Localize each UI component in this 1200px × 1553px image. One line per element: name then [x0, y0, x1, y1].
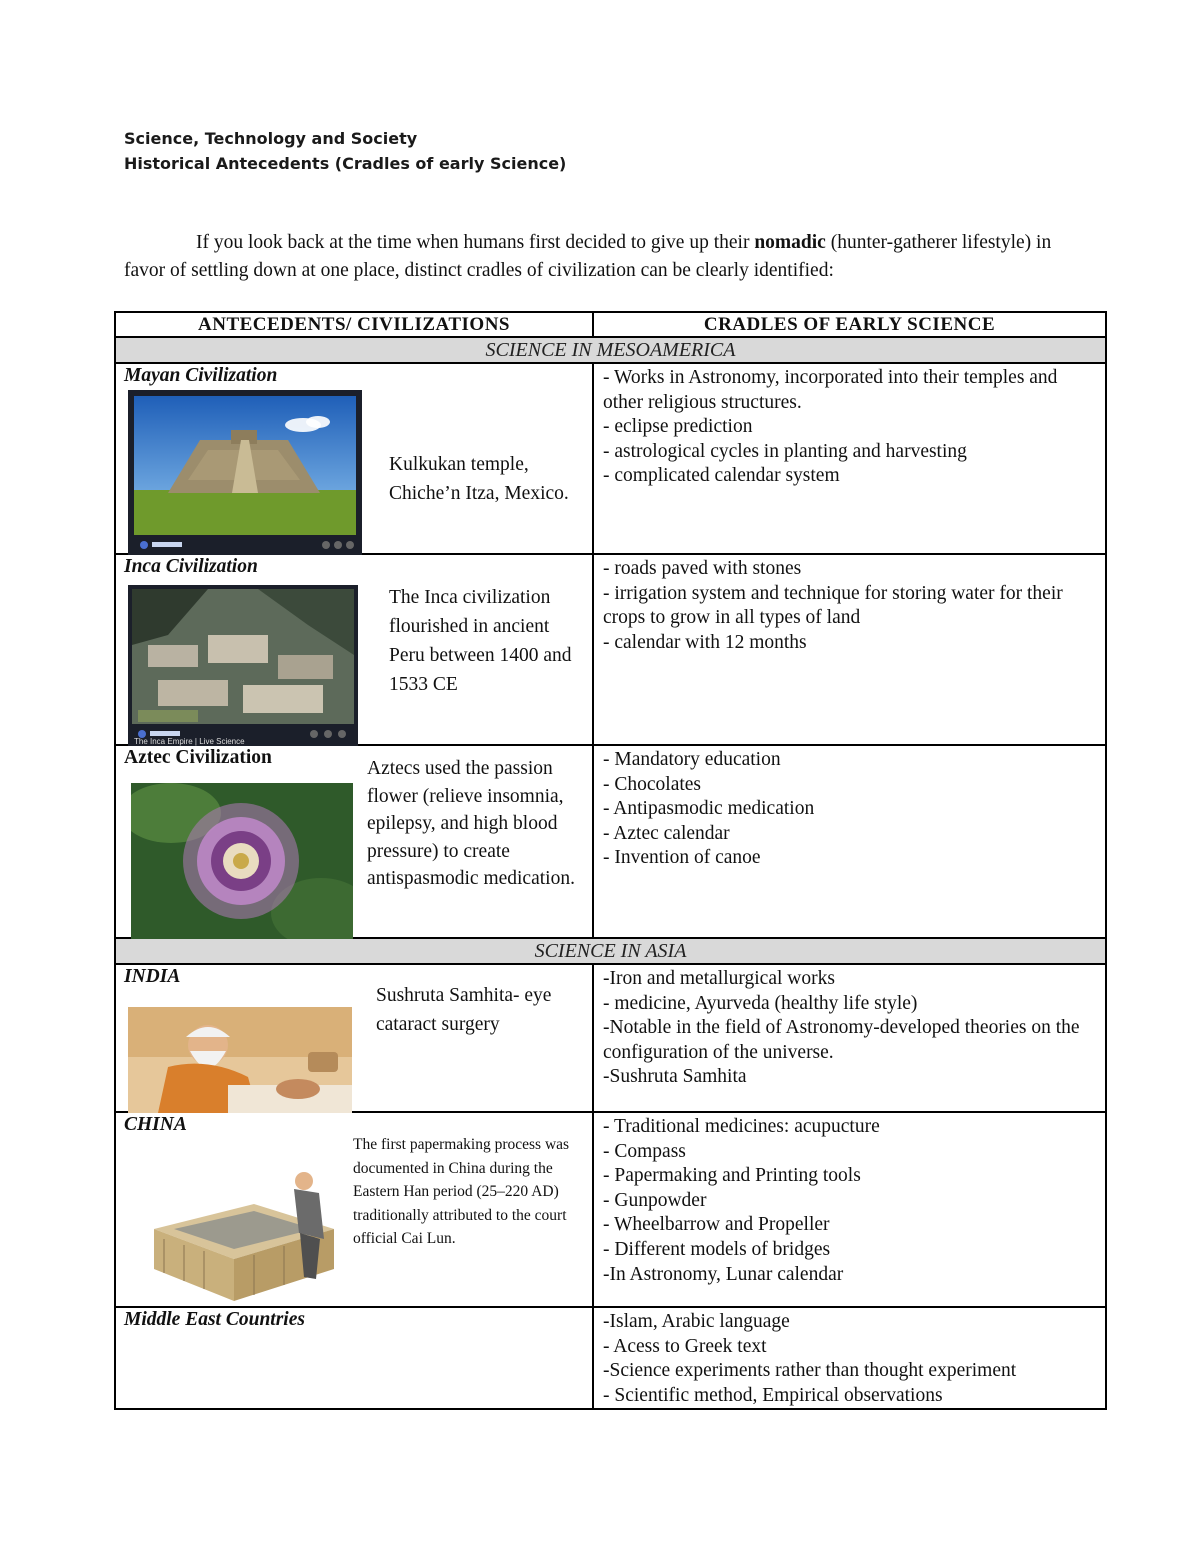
list-item: -Islam, Arabic language	[603, 1311, 790, 1332]
table-row	[115, 363, 1106, 554]
list-item: - eclipse prediction	[603, 416, 753, 438]
list-item: - Gunpowder	[603, 1189, 707, 1211]
list-item: - Mandatory education	[603, 749, 781, 770]
science-list	[594, 1113, 1105, 1287]
table-row	[115, 554, 1106, 745]
list-item: - Traditional medicines: acupucture	[603, 1116, 880, 1137]
ruins-photo	[128, 585, 358, 746]
section-mesoamerica: SCIENCE IN MESOAMERICA	[115, 337, 1106, 363]
science-cell	[593, 1307, 1106, 1409]
science-list	[594, 1308, 1105, 1408]
list-item: - Invention of canoe	[603, 847, 761, 869]
topic-title: Historical Antecedents (Cradles of early Science)	[124, 154, 567, 173]
list-item: - Antipasmodic medication	[603, 798, 815, 820]
list-item: -Notable in the field of Astronomy-developed theories on the configuration of the universe.	[603, 1017, 1080, 1063]
list-item: - calendar with 12 months	[603, 631, 807, 653]
passion-flower-photo	[131, 783, 353, 939]
civilization-title: Mayan Civilization	[124, 365, 278, 386]
list-item: - Scientific method, Empirical observations	[603, 1384, 943, 1406]
science-cell	[593, 745, 1106, 938]
science-cell	[593, 964, 1106, 1112]
list-item: - Chocolates	[603, 773, 702, 795]
science-cell	[593, 1112, 1106, 1307]
list-item: - Different models of bridges	[603, 1238, 831, 1260]
intro-paragraph	[124, 229, 1084, 285]
civilization-title: Middle East Countries	[124, 1309, 305, 1330]
civilization-title: INDIA	[124, 966, 181, 987]
civilization-cell	[115, 1307, 593, 1409]
pyramid-photo	[128, 390, 362, 555]
list-item: - irrigation system and technique for storing water for their crops to grow in all types of land	[603, 582, 1063, 629]
table-row	[115, 1307, 1106, 1409]
list-item: -Iron and metallurgical works	[603, 968, 835, 989]
intro-text-start: If you look back at the time when humans first decided to give up their	[196, 232, 755, 253]
science-list	[594, 965, 1105, 1090]
civilization-cell	[115, 745, 593, 938]
intro-text-end: (hunter-gatherer lifestyle) in favor of settling down at one place, distinct cradles of civilization can be clearly identified:	[124, 232, 1052, 281]
list-item: -Science experiments rather than thought experiment	[603, 1360, 1017, 1382]
table-row	[115, 964, 1106, 1112]
table-row	[115, 745, 1106, 938]
column-header-cradles: CRADLES OF EARLY SCIENCE	[593, 312, 1106, 337]
civilization-cell	[115, 554, 593, 745]
civilization-caption: The Inca civilization flourished in ancient Peru between 1400 and 1533 CE	[389, 587, 572, 695]
civilization-cell	[115, 1112, 593, 1307]
science-list	[594, 555, 1105, 655]
civilization-caption: Aztecs used the passion flower (relieve insomnia, epilepsy, and high blood pressure) to create antispasmodic medication.	[367, 758, 575, 889]
ruins-photo-caption: The Inca Empire | Live Science	[134, 737, 245, 746]
science-list	[594, 746, 1105, 871]
list-item: -In Astronomy, Lunar calendar	[603, 1263, 844, 1285]
column-header-antecedents: ANTECEDENTS/ CIVILIZATIONS	[115, 312, 593, 337]
civilization-caption: Kulkukan temple, Chiche’n Itza, Mexico.	[389, 454, 569, 504]
list-item: - roads paved with stones	[603, 558, 802, 579]
civilization-caption: Sushruta Samhita- eye cataract surgery	[376, 985, 552, 1035]
science-list	[594, 364, 1105, 489]
table-row	[115, 1112, 1106, 1307]
science-cell	[593, 554, 1106, 745]
course-title: Science, Technology and Society	[124, 129, 418, 148]
list-item: - Compass	[603, 1140, 686, 1162]
civilizations-table	[114, 311, 1107, 1410]
science-cell	[593, 363, 1106, 554]
civilization-cell	[115, 964, 593, 1112]
list-item: - astrological cycles in planting and harvesting	[603, 440, 967, 462]
list-item: -Sushruta Samhita	[603, 1066, 747, 1088]
sushruta-illustration	[128, 1007, 352, 1113]
papermaking-illustration	[144, 1169, 344, 1305]
list-item: - Acess to Greek text	[603, 1335, 767, 1357]
civilization-caption: The first papermaking process was documented in China during the Eastern Han period (25–220 AD) traditionally attributed to the court official Cai Lun.	[353, 1136, 570, 1247]
list-item: - Aztec calendar	[603, 822, 730, 844]
list-item: - medicine, Ayurveda (healthy life style)	[603, 992, 918, 1014]
civilization-cell	[115, 363, 593, 554]
civilization-title: CHINA	[124, 1114, 187, 1135]
list-item: - Papermaking and Printing tools	[603, 1165, 861, 1187]
civilization-title: Inca Civilization	[124, 556, 258, 577]
civilization-title: Aztec Civilization	[124, 747, 272, 768]
intro-bold-term: nomadic	[754, 232, 826, 253]
list-item: - complicated calendar system	[603, 465, 840, 487]
list-item: - Wheelbarrow and Propeller	[603, 1214, 830, 1236]
section-asia: SCIENCE IN ASIA	[115, 938, 1106, 964]
list-item: - Works in Astronomy, incorporated into their temples and other religious structures.	[603, 367, 1058, 413]
